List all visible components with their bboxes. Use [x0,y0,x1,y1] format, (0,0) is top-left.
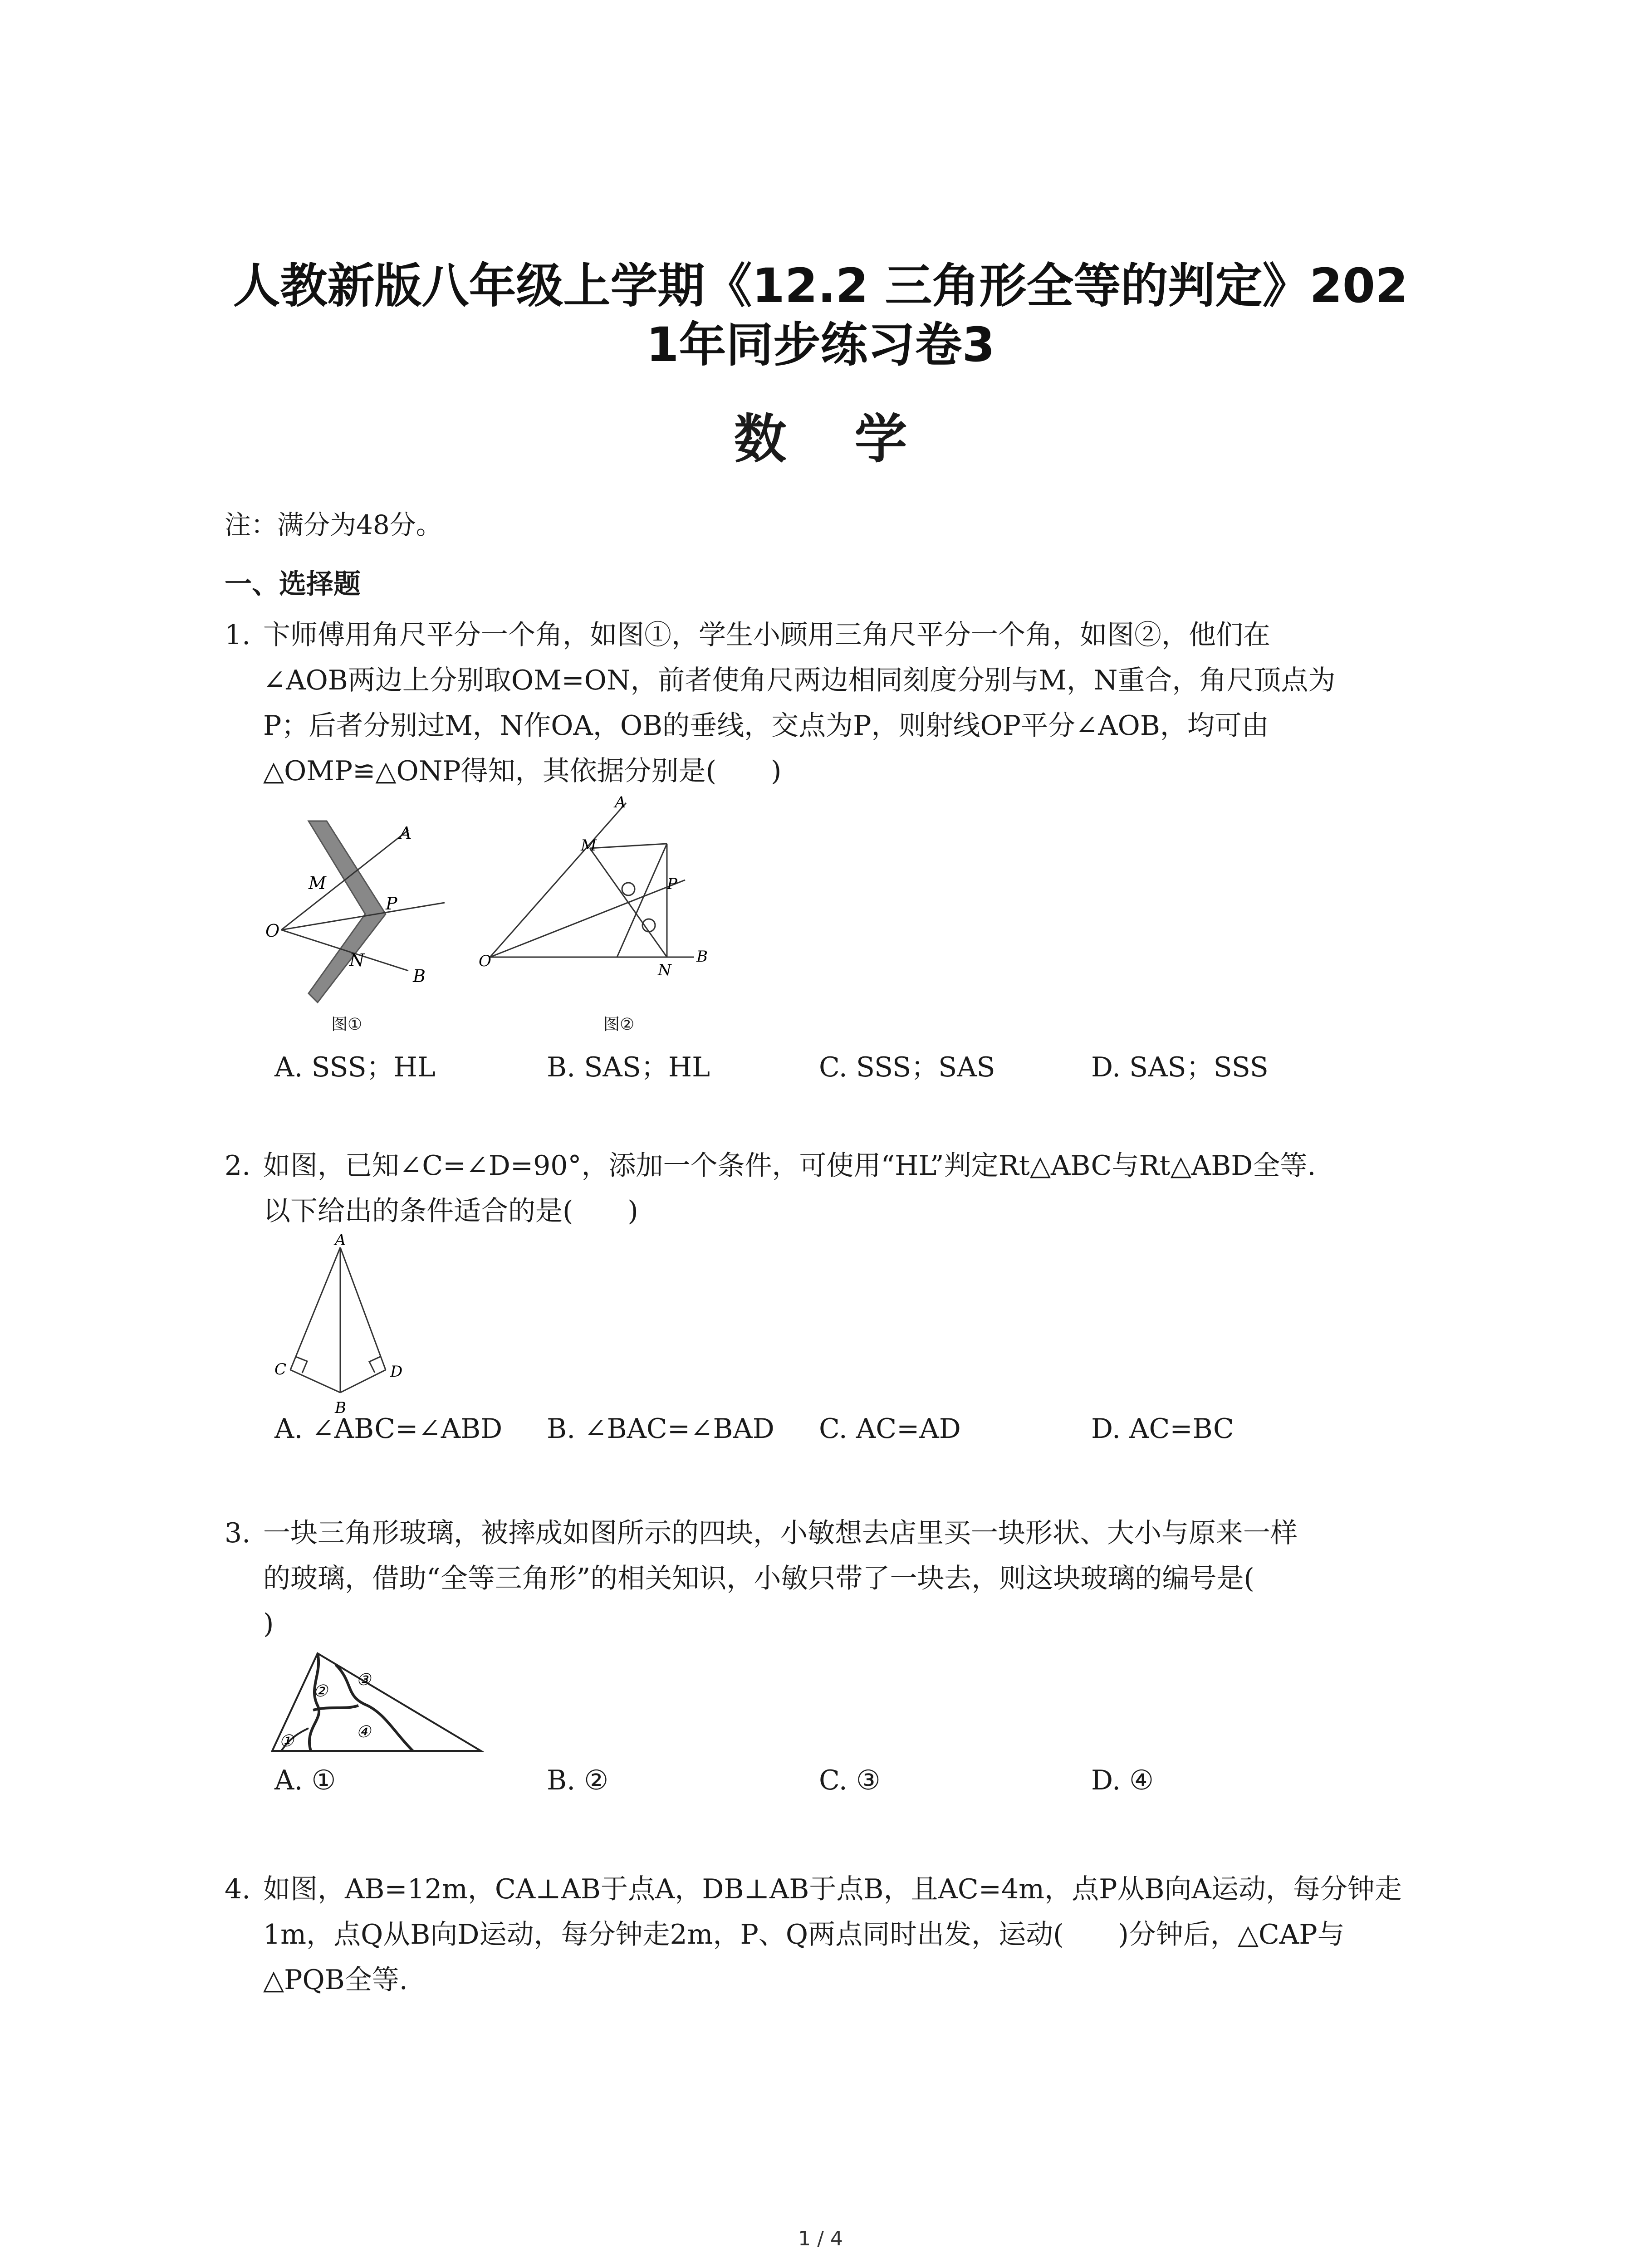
question-text-line: 如图，已知∠C=∠D=90°，添加一个条件，可使用“HL”判定Rt△ABC与Rt△ABD全等. [263,1150,1316,1182]
label-M: M [309,873,326,893]
figure-1-caption: 图① [331,1015,362,1034]
figure-kite [263,1234,417,1415]
question-number: 1. [225,619,251,651]
label-B: B [413,966,426,986]
question-text-line: 1m，点Q从B向D运动，每分钟走2m，P、Q两点同时出发，运动( )分钟后，△CAP与 [263,1919,1345,1950]
label-B: B [335,1399,346,1415]
page-title-line1: 人教新版八年级上学期《12.2 三角形全等的判定》202 [233,258,1408,313]
section-heading: 一、选择题 [225,568,361,600]
label-B: B [696,948,708,966]
question-number: 3. [225,1517,251,1549]
figure-2-caption: 图② [603,1015,635,1034]
shard-3-label: ③ [356,1671,371,1689]
subject-heading: 数学 [734,409,975,470]
q1-option-b[interactable]: B. SAS；HL [547,1051,710,1083]
question-text-line: 如图，AB=12m，CA⊥AB于点A，DB⊥AB于点B，且AC=4m，点P从B向A运动，每分钟走 [263,1873,1402,1905]
question-text-line: 卞师傅用角尺平分一个角，如图①，学生小顾用三角尺平分一个角，如图②，他们在 [263,619,1270,651]
label-A: A [399,823,412,843]
label-C: C [274,1360,287,1378]
question-number: 4. [225,1873,251,1905]
q2-option-c[interactable]: C. AC=AD [819,1413,961,1445]
question-3 [225,1510,1450,1647]
label-A: A [615,793,626,811]
q3-option-d[interactable]: D. ④ [1091,1765,1154,1796]
label-A: A [335,1234,346,1249]
figure-broken-glass [268,1642,485,1760]
label-O: O [479,952,491,970]
label-M: M [581,836,597,855]
label-N: N [658,961,671,979]
label-D: D [390,1363,403,1381]
question-4 [225,1867,1450,2003]
question-number: 2. [225,1150,251,1182]
shard-4-label: ④ [356,1723,371,1741]
q2-option-d[interactable]: D. AC=BC [1091,1413,1234,1445]
label-O: O [265,921,280,941]
label-N: N [349,950,365,970]
question-text-line: 以下给出的条件适合的是( ) [263,1195,638,1227]
q1-option-a[interactable]: A. SSS；HL [274,1051,436,1083]
question-text-line: ) [263,1608,274,1640]
question-1 [225,612,1450,794]
question-text-line: ∠AOB两边上分别取OM=ON，前者使角尺两边相同刻度分别与M，N重合，角尺顶点为 [263,665,1336,696]
q3-option-a[interactable]: A. ① [274,1765,336,1796]
shard-1-label: ① [279,1732,294,1750]
shard-2-label: ② [313,1682,328,1701]
label-P: P [667,875,677,893]
score-note: 注：满分为48分。 [225,509,442,540]
label-P: P [386,894,397,914]
question-text-line: 的玻璃，借助“全等三角形”的相关知识，小敏只带了一块去，则这块玻璃的编号是( [263,1563,1254,1594]
figure-set-square [476,789,712,980]
q1-option-d[interactable]: D. SAS；SSS [1091,1051,1269,1083]
question-2 [225,1143,1450,1234]
q2-option-b[interactable]: B. ∠BAC=∠BAD [547,1413,774,1445]
figure-angle-ruler [263,812,472,1048]
page-number: 1 / 4 [798,2227,843,2250]
q2-option-a[interactable]: A. ∠ABC=∠ABD [274,1413,503,1445]
question-text-line: △OMP≌△ONP得知，其依据分别是( ) [263,755,782,787]
q1-option-c[interactable]: C. SSS；SAS [819,1051,995,1083]
question-text-line: P；后者分别过M，N作OA，OB的垂线，交点为P，则射线OP平分∠AOB，均可由 [263,710,1269,742]
page-title-line2: 1年同步练习卷3 [646,317,995,372]
question-text-line: 一块三角形玻璃，被摔成如图所示的四块，小敏想去店里买一块形状、大小与原来一样 [263,1517,1298,1549]
question-text-line: △PQB全等. [263,1964,408,1996]
q3-option-b[interactable]: B. ② [547,1765,609,1796]
q3-option-c[interactable]: C. ③ [819,1765,881,1796]
